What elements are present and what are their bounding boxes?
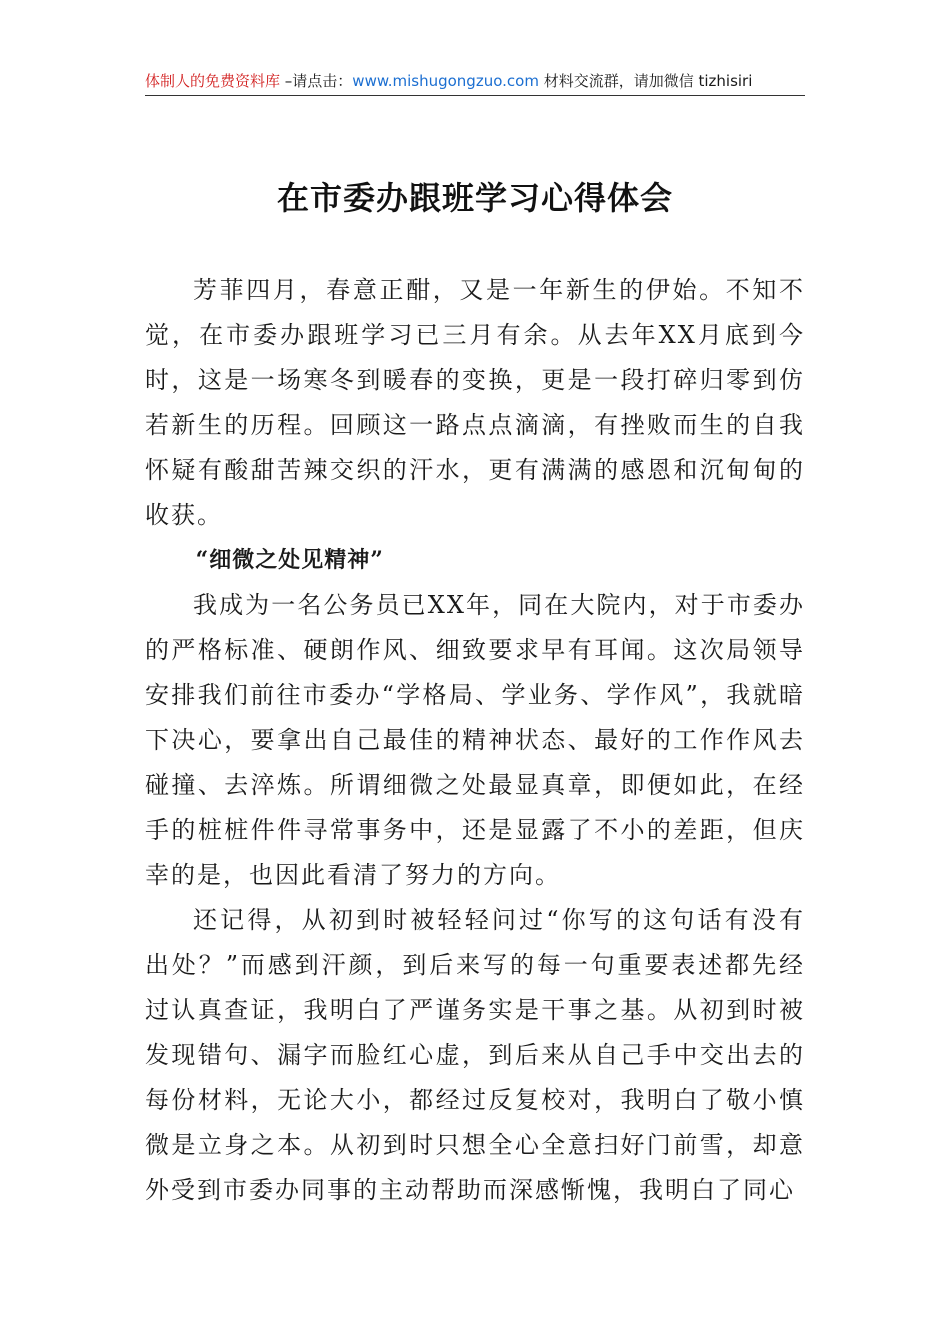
section-heading: “细微之处见精神” bbox=[195, 547, 384, 573]
group-note: 材料交流群，请加微信 tizhisiri bbox=[538, 72, 753, 90]
paragraph-intro: 芳菲四月，春意正酣，又是一年新生的伊始。不知不觉，在市委办跟班学习已三月有余。从去年XX月底到今时，这是一场寒冬到暖春的变换，更是一段打碎归零到仿若新生的历程。回顾这一路点点滴滴，有挫败而生的自我怀疑有酸甜苦辣交织的汗水，更有满满的感恩和沉甸甸的收获。 bbox=[145, 276, 805, 529]
paragraph-3: 还记得，从初到时被轻轻问过“你写的这句话有没有出处？”而感到汗颜，到后来写的每一句重要表述都先经过认真查证，我明白了严谨务实是干事之基。从初到时被发现错句、漏字而脸红心虚，到后来从自己手中交出去的每份材料，无论大小，都经过反复校对，我明白了敬小慎微是立身之本。从初到时只想全心全意扫好门前雪，却意外受到市委办同事的主动帮助而深感惭愧，我明白了同心 bbox=[145, 906, 805, 1204]
header-banner bbox=[145, 68, 805, 94]
paragraph-2: 我成为一名公务员已XX年，同在大院内，对于市委办的严格标准、硬朗作风、细致要求早有耳闻。这次局领导安排我们前往市委办“学格局、学业务、学作风”，我就暗下决心，要拿出自己最佳的精神状态、最好的工作作风去碰撞、去淬炼。所谓细微之处最显真章，即便如此，在经手的桩桩件件寻常事务中，还是显露了不小的差距，但庆幸的是，也因此看清了努力的方向。 bbox=[145, 591, 805, 889]
header-divider bbox=[145, 95, 805, 96]
click-prompt: –请点击： bbox=[280, 72, 353, 90]
site-link[interactable]: www.mishugongzuo.com bbox=[352, 72, 539, 90]
document-title: 在市委办跟班学习心得体会 bbox=[276, 179, 673, 217]
document-body bbox=[145, 268, 805, 1213]
site-name: 体制人的免费资料库 bbox=[145, 72, 281, 90]
